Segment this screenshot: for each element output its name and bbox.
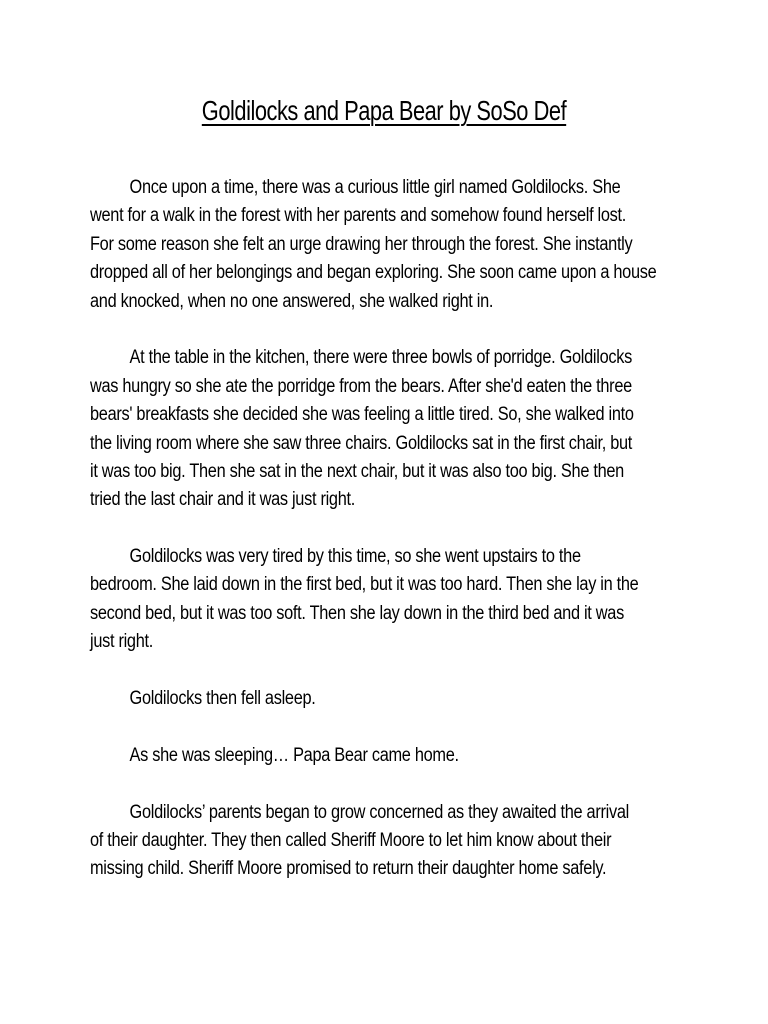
paragraph-line: the living room where she saw three chairs. Goldilocks sat in the first chair, but [90, 432, 633, 454]
paragraph-line: Goldilocks’ parents began to grow concerned as they awaited the arrival [129, 801, 629, 823]
document-body [90, 174, 730, 912]
paragraph-4 [90, 685, 730, 713]
paragraph-line: bears' breakfasts she decided she was feeling a little tired. So, she walked into [90, 404, 634, 426]
paragraph-1 [90, 174, 730, 316]
paragraph-line: dropped all of her belongings and began exploring. She soon came upon a house [90, 262, 657, 284]
document-title: Goldilocks and Papa Bear by SoSo Def [201, 95, 567, 126]
paragraph-line: As she was sleeping… Papa Bear came home. [129, 744, 459, 766]
paragraph-line: missing child. Sheriff Moore promised to return their daughter home safely. [90, 858, 607, 880]
paragraph-line: At the table in the kitchen, there were three bowls of porridge. Goldilocks [129, 347, 632, 369]
paragraph-line: was hungry so she ate the porridge from the bears. After she'd eaten the three [90, 375, 632, 397]
paragraph-line: bedroom. She laid down in the first bed, but it was too hard. Then she lay in the [90, 574, 639, 596]
paragraph-5 [90, 742, 730, 770]
paragraph-6 [90, 799, 730, 884]
paragraph-3 [90, 543, 730, 657]
paragraph-line: second bed, but it was too soft. Then she lay down in the third bed and it was [90, 602, 624, 624]
paragraph-line: of their daughter. They then called Sheriff Moore to let him know about their [90, 829, 612, 851]
paragraph-line: For some reason she felt an urge drawing her through the forest. She instantly [90, 233, 633, 255]
paragraph-line: Once upon a time, there was a curious little girl named Goldilocks. She [129, 177, 621, 198]
paragraph-line: tried the last chair and it was just right. [90, 489, 355, 511]
paragraph-line: Goldilocks was very tired by this time, so she went upstairs to the [129, 546, 581, 568]
paragraph-line: went for a walk in the forest with her parents and somehow found herself lost. [90, 205, 627, 227]
paragraph-line: and knocked, when no one answered, she walked right in. [90, 290, 494, 312]
paragraph-2 [90, 344, 730, 514]
paragraph-line: Goldilocks then fell asleep. [129, 688, 316, 710]
paragraph-line: just right. [90, 631, 153, 653]
paragraph-line: it was too big. Then she sat in the next chair, but it was also too big. She then [90, 460, 624, 482]
